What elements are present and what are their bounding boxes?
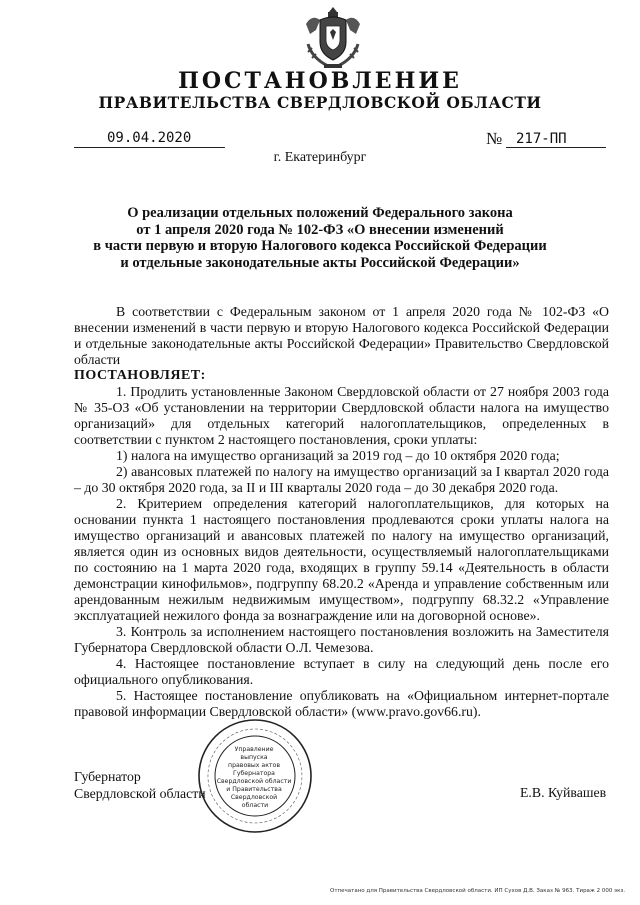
date-underline	[74, 147, 225, 148]
clause-4: 4. Настоящее постановление вступает в силу на следующий день после его официального опубликования.	[74, 656, 609, 687]
document-title: ПОСТАНОВЛЕНИЕ	[178, 68, 462, 94]
stamp-line: области	[241, 802, 269, 809]
clause-1-item-1: 1) налога на имущество организаций за 2019 год – до 10 октября 2020 года;	[116, 448, 560, 463]
clause-1-item-2: 2) авансовых платежей по налогу на имущество организаций за I квартал 2020 года – до 30 октября 2020 года, за II и III кварталы 2020 года – до 30 декабря 2020 года.	[74, 464, 609, 495]
signatory-name: Е.В. Куйвашев	[520, 785, 607, 800]
heading-line: от 1 апреля 2020 года № 102-ФЗ «О внесении изменений	[136, 221, 504, 238]
stamp-line: и Правительства	[226, 786, 282, 793]
number-underline	[506, 147, 606, 148]
stamp-line: Свердловской области	[216, 778, 292, 785]
svg-text:Управление выпуска	[217, 746, 294, 809]
position-line: Свердловской области	[74, 786, 206, 801]
stamp-line: Губернатора	[233, 770, 275, 777]
clauses	[74, 384, 609, 720]
city: г. Екатеринбург	[273, 150, 367, 165]
print-footer: Отпечатано для Правительства Свердловской области. ИП Сухов Д.В. Заказ № 963. Тираж 2 000 экз.	[330, 888, 626, 894]
coat-of-arms-emblem	[302, 4, 364, 72]
official-stamp	[196, 717, 314, 835]
clause-3: 3. Контроль за исполнением настоящего постановления возложить на Заместителя Губернатора Свердловской области О.Л. Чемезова.	[74, 624, 609, 655]
stamp-line: выпуска	[240, 754, 268, 761]
heading-line: О реализации отдельных положений Федерального закона	[127, 205, 513, 221]
clause-5: 5. Настоящее постановление опубликовать на «Официальном интернет-портале правовой информации Свердловской области» (www.pravo.gov66.ru).	[74, 688, 609, 719]
number-label: №	[486, 129, 503, 148]
document-heading	[80, 205, 560, 271]
stamp-line: Управление	[234, 746, 274, 753]
stamp-line: правовых актов	[228, 762, 280, 769]
stamp-line: Свердловской	[230, 794, 278, 801]
issuing-authority: ПРАВИТЕЛЬСТВА СВЕРДЛОВСКОЙ ОБЛАСТИ	[98, 93, 542, 112]
clause-1: 1. Продлить установленные Законом Свердловской области от 27 ноября 2003 года № 35-ОЗ «Об установлении на территории Свердловской области налога на имущество организаций» для отдельных категорий налогоплательщиков, определенных в соответствии с пунктом 2 настоящего постановления, сроки уплаты:	[74, 384, 609, 447]
document-number: 217-ПП	[516, 131, 567, 147]
heading-line: и отдельные законодательные акты Российской Федерации»	[120, 254, 520, 271]
clause-2: 2. Критерием определения категорий налогоплательщиков, для которых на основании пункта 1 настоящего постановления продлеваются сроки уплаты налога на имущество организаций и авансовых платежей по налогу на имущество организаций, является один из основных видов деятельности, осуществляемый налогоплательщиками по состоянию на 1 марта 2020 года, входящих в группу 59.14 «Деятельность в области демонстрации кинофильмов», подгруппу 68.20.2 «Аренда и управление собственным или арендованным нежилым недвижимым имуществом», подгруппу 68.32.2 «Управление эксплуатацией нежилого фонда за вознаграждение или на договорной основе».	[74, 496, 609, 623]
intro-paragraph: В соответствии с Федеральным законом от 1 апреля 2020 года № 102-ФЗ «О внесении изменений в части первую и вторую Налогового кодекса Российской Федерации и отдельные законодательные акты Российской Федерации» Правительство Свердловской области	[74, 304, 609, 367]
decree-word: ПОСТАНОВЛЯЕТ:	[74, 368, 206, 383]
signatory-position	[74, 768, 206, 802]
position-line: Губернатор	[74, 769, 141, 784]
heading-line: в части первую и вторую Налогового кодекса Российской Федерации	[93, 238, 547, 254]
document-date: 09.04.2020	[107, 130, 192, 146]
